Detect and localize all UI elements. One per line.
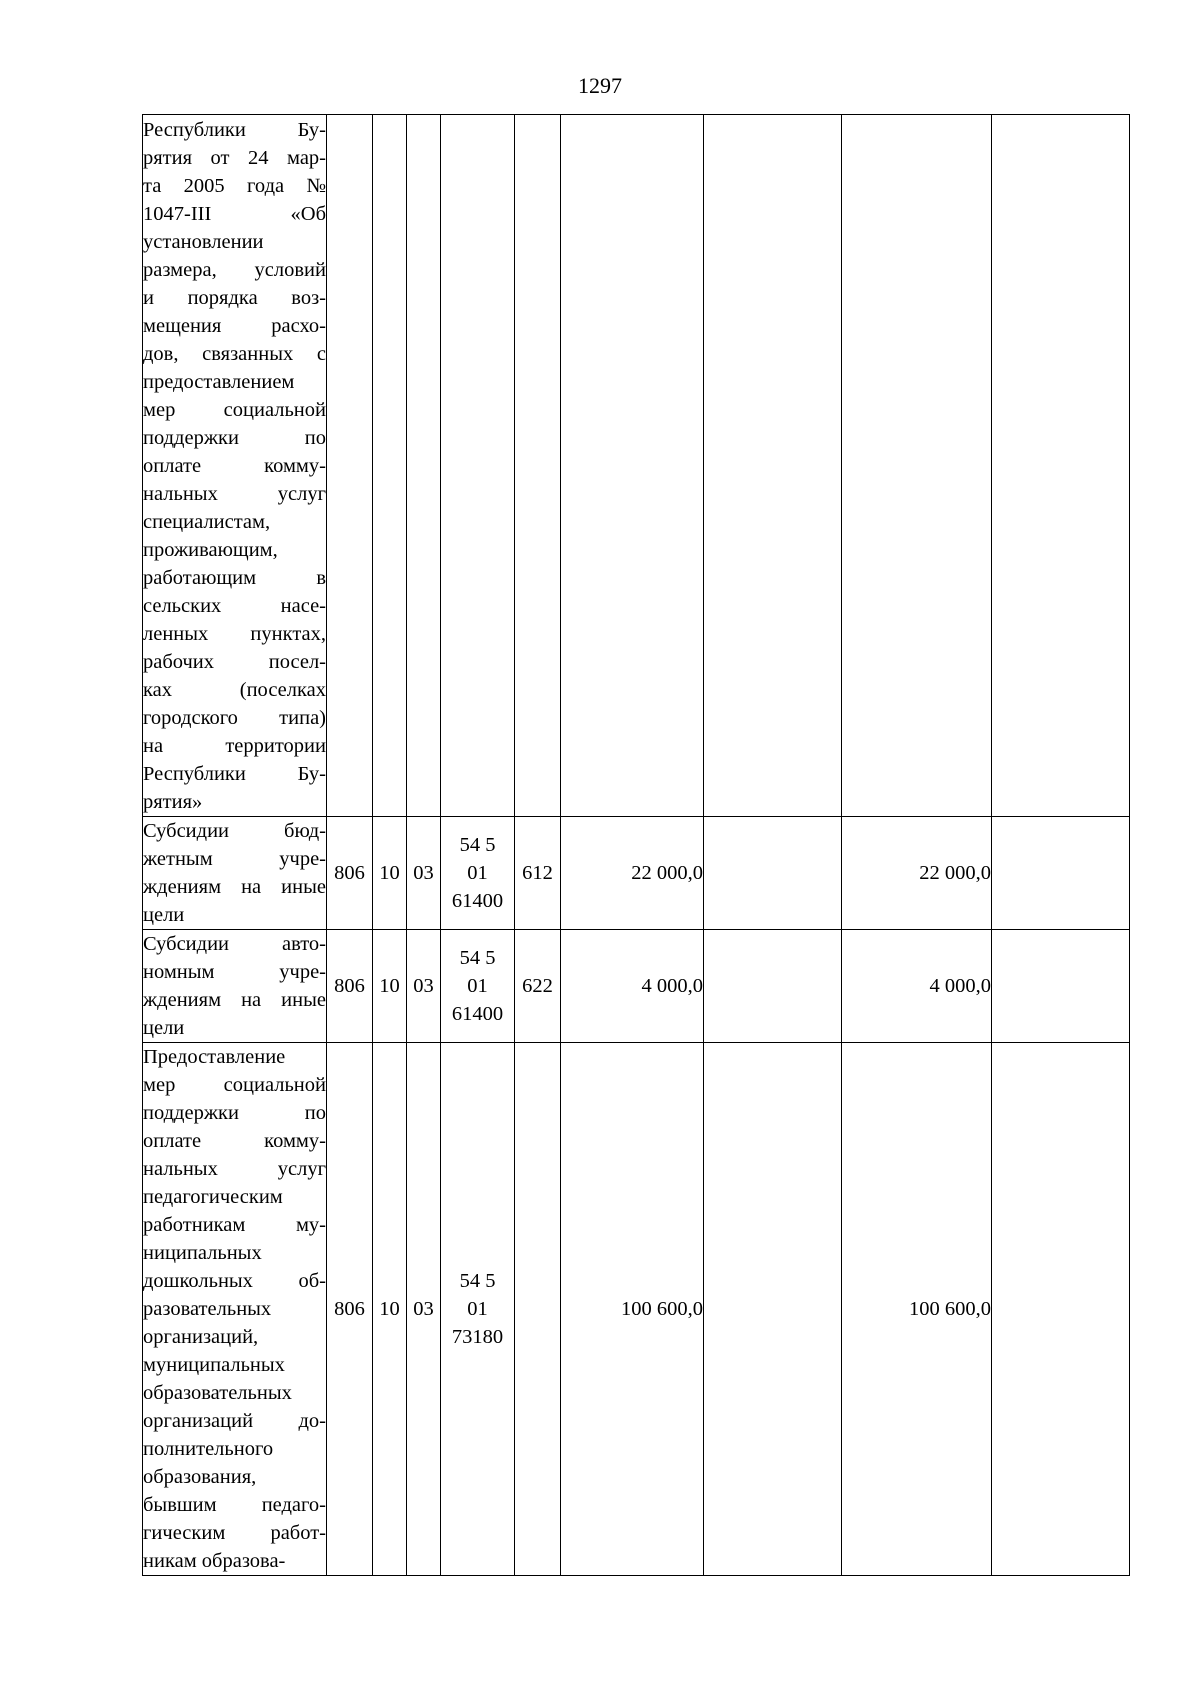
expense-name-line: специалистам, — [143, 510, 271, 533]
expense-type-cell — [515, 1043, 561, 1576]
expense-name-cell — [143, 817, 327, 930]
target-article-cell — [441, 930, 515, 1043]
expense-name-line: мер социальной — [143, 1074, 326, 1096]
expense-name-line: номным учре- — [143, 961, 326, 983]
amount-column-3-cell: 4 000,0 — [842, 930, 992, 1043]
ministry-code-cell: 806 — [327, 1043, 373, 1576]
expense-name-line: организаций, — [143, 1326, 259, 1348]
expense-name-line: нальных услуг — [143, 1158, 326, 1180]
expense-name-line: поддержки по — [143, 426, 326, 449]
expense-name-line: ждениям на иные — [143, 876, 326, 898]
expense-name-line: проживающим, — [143, 538, 278, 561]
amount-column-4-cell — [992, 817, 1130, 930]
subsection-code-cell: 03 — [407, 930, 441, 1043]
expense-name-line: мер социальной — [143, 398, 326, 421]
ministry-code-cell — [327, 115, 373, 817]
ministry-code-cell: 806 — [327, 930, 373, 1043]
expense-name-line: образования, — [143, 1466, 257, 1488]
expense-name-line: работникам му- — [143, 1214, 326, 1236]
target-article-line: 54 5 — [459, 834, 496, 856]
expense-name-line: рятия» — [143, 790, 203, 813]
expense-name-line: нальных услуг — [143, 482, 326, 505]
table-row — [143, 115, 1130, 817]
expense-name-line: ках (поселках — [143, 678, 326, 701]
expense-name-line: разовательных — [143, 1298, 272, 1320]
ministry-code-cell: 806 — [327, 817, 373, 930]
subsection-code-cell: 03 — [407, 817, 441, 930]
amount-column-3-cell: 100 600,0 — [842, 1043, 992, 1576]
expense-name-line: размера, условий — [143, 258, 326, 281]
expense-name-line: гическим работ- — [143, 1522, 326, 1544]
expense-name-line: рабочих посел- — [143, 650, 326, 673]
section-code-cell: 10 — [373, 1043, 407, 1576]
target-article-cell — [441, 1043, 515, 1576]
expense-name-line: установлении — [143, 230, 264, 253]
expense-name-line: Субсидии бюд- — [143, 820, 326, 842]
expense-name-line: мещения расхо- — [143, 314, 326, 337]
amount-total-cell: 4 000,0 — [561, 930, 704, 1043]
expense-name-line: Предоставление — [143, 1046, 286, 1068]
target-article-line: 01 — [467, 975, 488, 997]
target-article-line: 01 — [467, 1298, 488, 1320]
amount-column-4-cell — [992, 115, 1130, 817]
amount-column-4-cell — [992, 930, 1130, 1043]
expense-name-line: Республики Бу- — [143, 118, 326, 141]
expense-type-cell — [515, 115, 561, 817]
amount-column-2-cell — [704, 1043, 842, 1576]
amount-column-3-cell: 22 000,0 — [842, 817, 992, 930]
expense-name-line: предоставлением — [143, 370, 295, 393]
target-article-line: 61400 — [451, 1003, 504, 1025]
expense-name-cell — [143, 1043, 327, 1576]
expense-name-line: педагогическим — [143, 1186, 283, 1208]
target-article-line: 54 5 — [459, 947, 496, 969]
page-number: 1297 — [578, 73, 622, 98]
expense-name-line: ленных пунктах, — [143, 622, 326, 645]
expense-name-line: Субсидии авто- — [143, 933, 326, 955]
expense-name-line: полнительного — [143, 1438, 274, 1460]
expense-name-line: образовательных — [143, 1382, 292, 1404]
expense-name-line: ниципальных — [143, 1242, 262, 1264]
section-code-cell: 10 — [373, 930, 407, 1043]
table-row — [143, 817, 1130, 930]
table-row — [143, 930, 1130, 1043]
expense-name-line: 1047-III «Об — [143, 202, 326, 225]
table-row — [143, 1043, 1130, 1576]
expense-name-line: бывшим педаго- — [143, 1494, 326, 1516]
target-article-line: 73180 — [451, 1326, 504, 1348]
expense-name-line: работающим в — [143, 566, 326, 589]
expense-name-line: цели — [143, 1017, 185, 1039]
amount-column-2-cell — [704, 930, 842, 1043]
target-article-line: 54 5 — [459, 1270, 496, 1292]
expense-name-line: ждениям на иные — [143, 989, 326, 1011]
budget-table — [142, 114, 1130, 1576]
expense-name-cell — [143, 115, 327, 817]
expense-name-line: цели — [143, 904, 185, 926]
target-article-cell — [441, 817, 515, 930]
target-article-line: 61400 — [451, 890, 504, 912]
amount-column-2-cell — [704, 115, 842, 817]
expense-name-line: Республики Бу- — [143, 762, 326, 785]
expense-name-line: городского типа) — [143, 706, 326, 729]
expense-type-cell: 622 — [515, 930, 561, 1043]
expense-name-line: дов, связанных с — [143, 342, 326, 365]
amount-total-cell: 22 000,0 — [561, 817, 704, 930]
expense-name-cell — [143, 930, 327, 1043]
expense-name-line: оплате комму- — [143, 1130, 326, 1152]
subsection-code-cell — [407, 115, 441, 817]
amount-column-2-cell — [704, 817, 842, 930]
target-article-cell — [441, 115, 515, 817]
expense-name-line: сельских насе- — [143, 594, 326, 617]
expense-type-cell: 612 — [515, 817, 561, 930]
target-article-line: 01 — [467, 862, 488, 884]
expense-name-line: на территории — [143, 734, 326, 757]
expense-name-line: и порядка воз- — [143, 286, 326, 309]
expense-name-line: никам образова- — [143, 1550, 286, 1572]
expense-name-line: поддержки по — [143, 1102, 326, 1124]
expense-name-line: дошкольных об- — [143, 1270, 326, 1292]
expense-name-line: муниципальных — [143, 1354, 285, 1376]
amount-total-cell: 100 600,0 — [561, 1043, 704, 1576]
amount-total-cell — [561, 115, 704, 817]
expense-name-line: рятия от 24 мар- — [143, 146, 326, 169]
section-code-cell: 10 — [373, 817, 407, 930]
section-code-cell — [373, 115, 407, 817]
amount-column-4-cell — [992, 1043, 1130, 1576]
expense-name-line: та 2005 года № — [143, 174, 326, 197]
amount-column-3-cell — [842, 115, 992, 817]
expense-name-line: жетным учре- — [143, 848, 326, 870]
subsection-code-cell: 03 — [407, 1043, 441, 1576]
expense-name-line: организаций до- — [143, 1410, 326, 1432]
expense-name-line: оплате комму- — [143, 454, 326, 477]
